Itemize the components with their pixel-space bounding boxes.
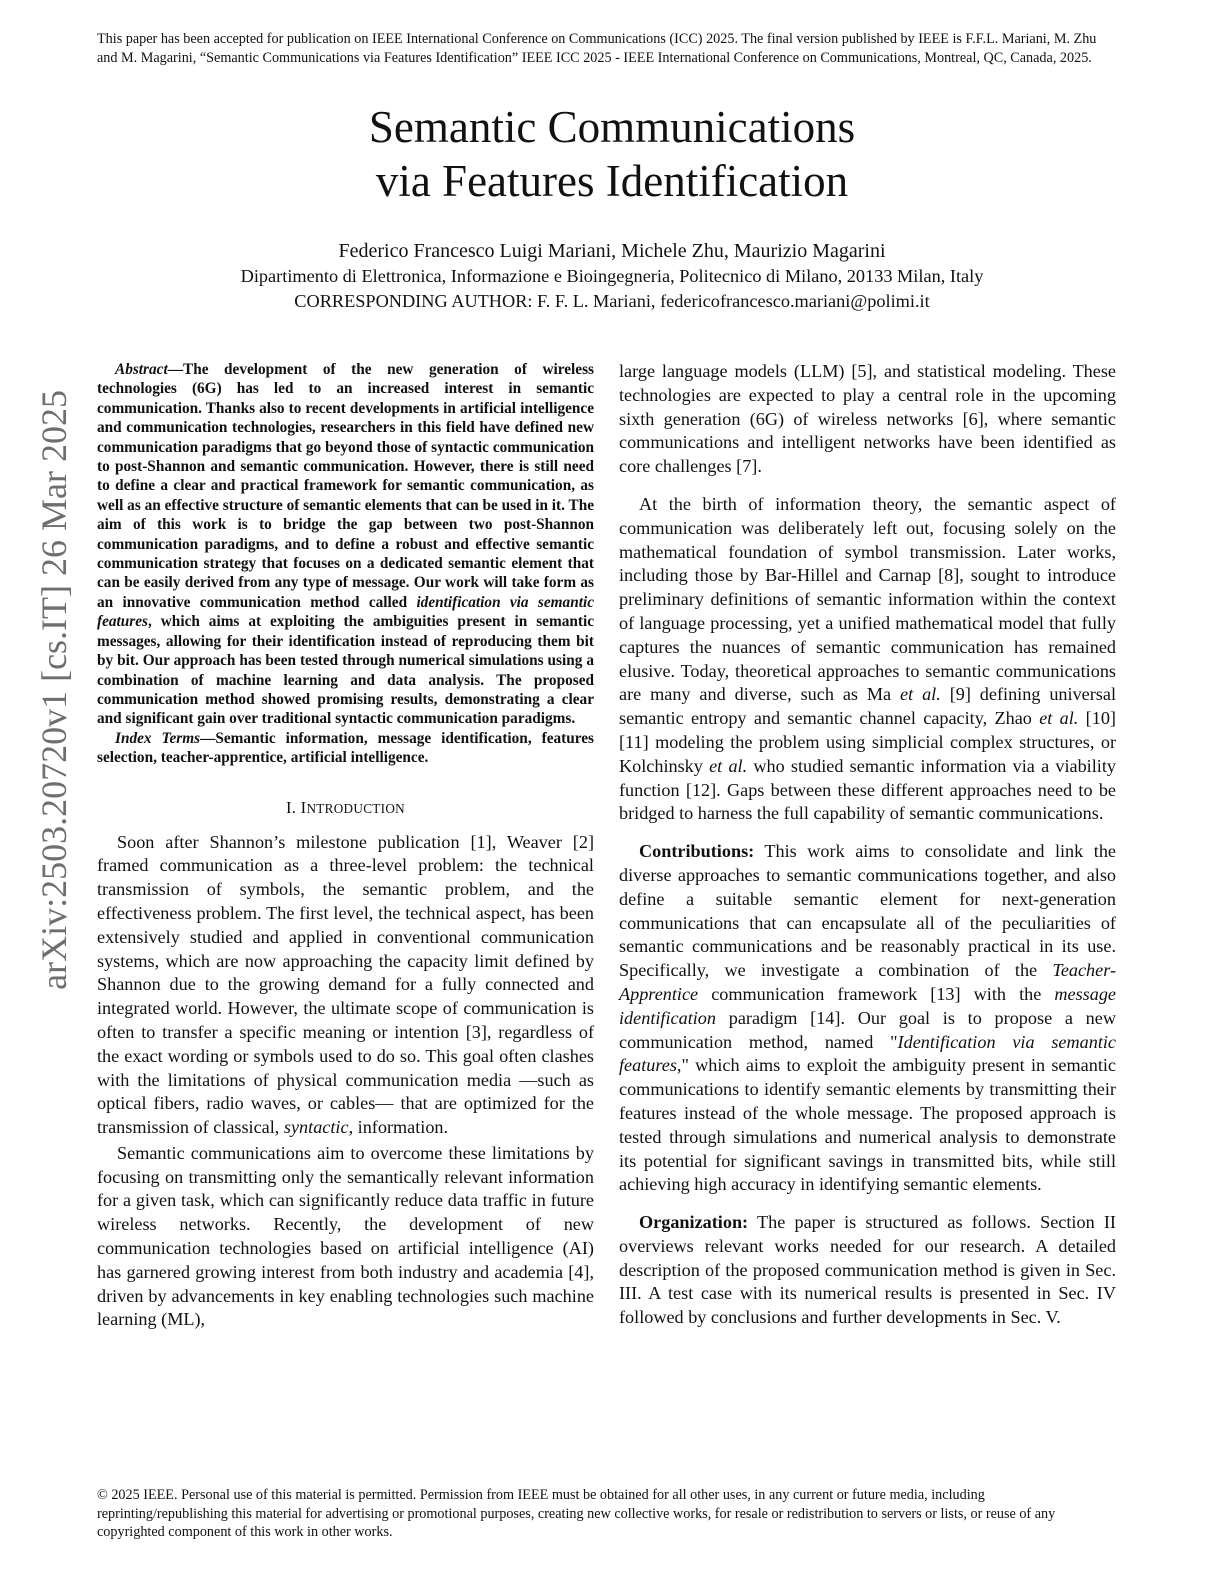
right-p2-etal-1: et al.: [900, 684, 941, 705]
index-terms-text: Semantic information, message identification, features selection, teacher-apprentice, artificial intelligence.: [97, 729, 595, 767]
right-p2-b: [9] defining universal semantic entropy and semantic channel capacity, Zhao: [619, 684, 1116, 729]
section-numeral: I.: [286, 797, 301, 817]
paper-title: [0, 100, 1224, 208]
right-p2-d: who studied semantic information via a viability function [12]. Gaps between these different approaches need to be bridged to harness the full capability of semantic communications.: [619, 755, 1116, 824]
abstract-text-b: , which aims at exploiting the ambiguities present in semantic messages, allowing for their identification instead of reproducing them bit by bit. Our approach has been tested through numerical simulations using a combination of machine learning and data analysis. The proposed communication method showed promising results, demonstrating a clear and significant gain over traditional syntactic communication paradigms.: [97, 613, 594, 728]
intro-paragraph-1: [97, 831, 594, 1140]
right-p2-etal-2: et al.: [1039, 708, 1079, 729]
abstract-dash: —: [167, 361, 183, 378]
contributions-italic-3: Identification via semantic features: [619, 1031, 1116, 1076]
right-p2-etal-3: et al.: [709, 755, 748, 776]
organization-label: Organization:: [639, 1212, 749, 1233]
contributions-italic-1: Teacher-Apprentice: [619, 960, 1116, 1004]
right-paragraph-2: [619, 493, 1116, 826]
contributions-italic-2: message identification: [619, 983, 1116, 1028]
index-terms: [97, 729, 594, 768]
abstract-text-a: The development of the new generation of wireless technologies (6G) has led to an increased interest in semantic communication. Thanks also to recent developments in artificial intelligence and communication technologies, researchers in this field have defined new communication paradigms that go beyond those of syntactic communication to post-Shannon and semantic communication. However, there is still need to define a clear and practical framework for semantic communication, as well as an effective structure of semantic elements that can be used in it. The aim of this work is to bridge the gap between two post-Shannon communication paradigms, and to define a robust and effective semantic communication strategy that focuses on a dedicated semantic element that can be easily derived from any type of message. Our work will take form as an innovative communication method called: [97, 361, 594, 611]
right-paragraph-1: large language models (LLM) [5], and statistical modeling. These technologies are expected to play a central role in the upcoming sixth generation (6G) of wireless networks [6], where semantic communications and intelligent networks have been identified as core challenges [7].: [619, 361, 1116, 477]
abstract-label: Abstract: [115, 361, 168, 378]
abstract-method-name: identification via semantic features: [97, 593, 594, 631]
section-heading-introduction: [97, 798, 594, 819]
contributions-b: communication framework [13] with the: [698, 983, 1055, 1004]
section-rest: NTRODUCTION: [306, 800, 405, 816]
intro-paragraph-2: Semantic communications aim to overcome these limitations by focusing on transmitting only the semantically relevant information for a given task, which can significantly reduce data traffic in future wireless networks. Recently, the development of new communication technologies based on artificial intelligence (AI) has garnered growing interest from both industry and academia [4], driven by advancements in key enabling technologies such machine learning (ML),: [97, 1142, 594, 1330]
affiliation-block: [0, 264, 1224, 314]
right-p2-c: [10] [11] modeling the problem using simplicial complex structures, or Kolchinsky: [619, 708, 1116, 776]
arxiv-stamp-text: arXiv:2503.20720v1 [cs.IT] 26 Mar 2025: [34, 390, 74, 990]
publication-notice: This paper has been accepted for publication on IEEE International Conference on Communications (ICC) 2025. The final version published by IEEE is F.F.L. Mariani, M. Zhu and M. Magarini, “Semantic Communications via Features Identification” IEEE ICC 2025 - IEEE International Conference on Communications, Montreal, QC, Canada, 2025.: [97, 31, 1097, 66]
intro-p1-b: , information.: [348, 1117, 449, 1138]
index-terms-label: Index Terms: [115, 729, 201, 747]
copyright-notice: © 2025 IEEE. Personal use of this material is permitted. Permission from IEEE must be obtained for all other uses, in any current or future media, including reprinting/republishing this material for advertising or promotional purposes, creating new collective works, for resale or redistribution to servers or lists, or reuse of any copyrighted component of this work in other works.: [97, 1487, 1056, 1540]
contributions-label: Contributions:: [639, 841, 755, 862]
left-column: [97, 360, 594, 1332]
organization-paragraph: [619, 1211, 1116, 1330]
contributions-d: ," which aims to exploit the ambiguity present in semantic communications to identify semantic elements by transmitting their features instead of the whole message. The proposed approach is tested through simulations and numerical analysis to demonstrate its potential for significant savings in transmitted bits, while still achieving high accuracy in identifying semantic elements.: [619, 1055, 1116, 1195]
paper-title-line-1: Semantic Communications: [368, 102, 856, 152]
intro-p1-italic: syntactic: [283, 1117, 349, 1138]
contributions-a: This work aims to consolidate and link the diverse approaches to semantic communications together, and also define a suitable semantic element for next-generation communications that can encapsulate all of the peculiarities of semantic communications and be reasonably practical in its use. Specifically, we investigate a combination of the: [619, 841, 1116, 981]
right-p2-a: At the birth of information theory, the semantic aspect of communication was deliberately left out, focusing solely on the mathematical foundation of symbol transmission. Later works, including those by Bar-Hillel and Carnap [8], sought to introduce preliminary definitions of semantic information within the context of language processing, yet a unified mathematical model that fully captures the nuances of semantic communication has remained elusive. Today, theoretical approaches to semantic communications are many and diverse, such as Ma: [619, 493, 1116, 705]
abstract: [97, 360, 594, 729]
index-terms-dash: —: [200, 729, 216, 747]
arxiv-stamp: [34, 390, 74, 1070]
paper-title-line-2: via Features Identification: [375, 156, 849, 206]
affiliation: Dipartimento di Elettronica, Informazione e Bioingegneria, Politecnico di Milano, 20133 Milan, Italy: [240, 266, 984, 286]
contributions-paragraph: [619, 840, 1116, 1197]
author-list: Federico Francesco Luigi Mariani, Michele Zhu, Maurizio Magarini: [338, 240, 886, 262]
section-initial: I: [300, 797, 307, 817]
right-column: [619, 360, 1116, 1330]
corresponding-author: CORRESPONDING AUTHOR: F. F. L. Mariani, federicofrancesco.mariani@polimi.it: [294, 291, 930, 311]
contributions-c: paradigm [14]. Our goal is to propose a new communication method, named ": [619, 1007, 1116, 1052]
organization-text: The paper is structured as follows. Section II overviews relevant works needed for our research. A detailed description of the proposed communication method is given in Sec. III. A test case with its numerical results is presented in Sec. IV followed by conclusions and further developments in Sec. V.: [619, 1212, 1116, 1328]
intro-p1-a: Soon after Shannon’s milestone publication [1], Weaver [2] framed communication as a three-level problem: the technical transmission of symbols, the semantic problem, and the effectiveness problem. The first level, the technical aspect, has been extensively studied and applied in conventional communication systems, which are now approaching the capacity limit defined by Shannon due to the growing demand for a fully connected and integrated world. However, the ultimate scope of communication is often to transfer a specific meaning or intention [3], regardless of the exact wording or symbols used to do so. This goal often clashes with the limitations of physical communication media —such as optical fibers, radio waves, or cables— that are optimized for the transmission of classical,: [97, 831, 594, 1138]
